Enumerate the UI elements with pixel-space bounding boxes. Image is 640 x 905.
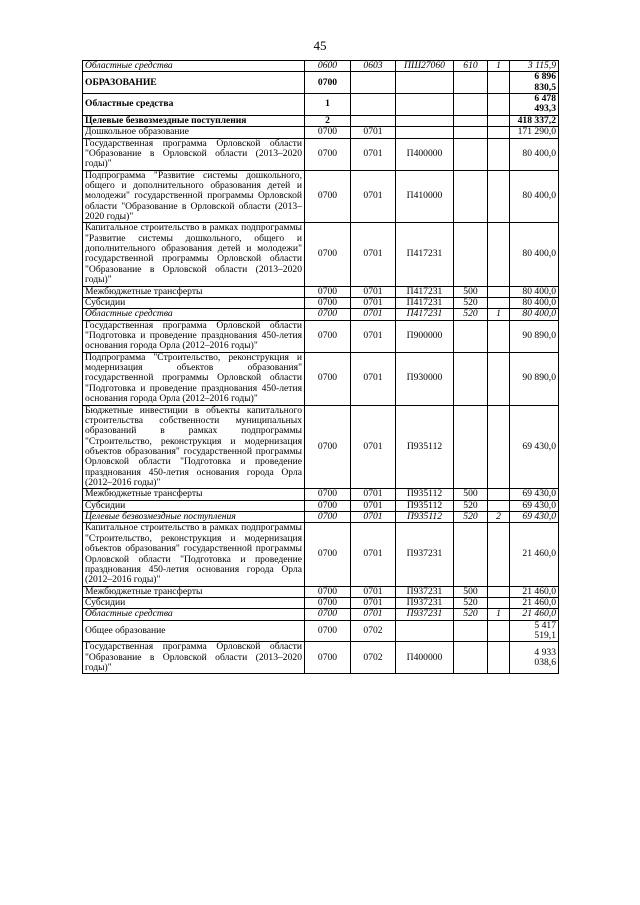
row-name-cell: Государственная программа Орловской области "Подготовка и проведение празднования 450-летия основания города Орла (2012–2016 годы)" <box>83 320 305 352</box>
table-row <box>83 286 559 297</box>
source-cell <box>488 286 510 297</box>
section-code-cell: 0700 <box>305 620 351 642</box>
row-name-cell: Государственная программа Орловской области "Образование в Орловской области (2013–2020 годы)" <box>83 642 305 674</box>
target-article-cell: П935112 <box>396 405 454 489</box>
amount-cell: 6 478 493,3 <box>510 94 559 116</box>
table-row <box>83 320 559 352</box>
row-name-cell: Областные средства <box>83 609 305 620</box>
row-name-cell: Межбюджетные трансферты <box>83 489 305 500</box>
expense-type-cell: 520 <box>454 309 488 320</box>
subsection-code-cell: 0701 <box>351 489 396 500</box>
expense-type-cell <box>454 642 488 674</box>
source-cell <box>488 297 510 308</box>
target-article-cell <box>396 127 454 138</box>
expense-type-cell: 520 <box>454 609 488 620</box>
table-row <box>83 138 559 170</box>
expense-type-cell <box>454 523 488 586</box>
table-row <box>83 309 559 320</box>
expense-type-cell <box>454 320 488 352</box>
amount-cell: 69 430,0 <box>510 512 559 523</box>
amount-cell: 21 460,0 <box>510 609 559 620</box>
expense-type-cell <box>454 170 488 223</box>
amount-cell: 90 890,0 <box>510 320 559 352</box>
expense-type-cell <box>454 127 488 138</box>
source-cell <box>488 620 510 642</box>
amount-cell: 171 290,0 <box>510 127 559 138</box>
expense-type-cell: 500 <box>454 286 488 297</box>
amount-cell: 4 933 038,6 <box>510 642 559 674</box>
source-cell <box>488 489 510 500</box>
section-code-cell: 0700 <box>305 489 351 500</box>
subsection-code-cell: 0701 <box>351 286 396 297</box>
section-code-cell: 0700 <box>305 127 351 138</box>
row-name-cell: Субсидии <box>83 297 305 308</box>
table-row <box>83 523 559 586</box>
table-row <box>83 586 559 597</box>
row-name-cell: Межбюджетные трансферты <box>83 586 305 597</box>
amount-cell: 69 430,0 <box>510 500 559 511</box>
table-row <box>83 127 559 138</box>
expense-type-cell: 520 <box>454 512 488 523</box>
expense-type-cell: 500 <box>454 586 488 597</box>
expense-type-cell <box>454 138 488 170</box>
subsection-code-cell: 0701 <box>351 512 396 523</box>
section-code-cell: 0700 <box>305 405 351 489</box>
table-row <box>83 72 559 94</box>
section-code-cell: 0700 <box>305 642 351 674</box>
expense-type-cell <box>454 115 488 126</box>
section-code-cell: 0700 <box>305 609 351 620</box>
expense-type-cell <box>454 620 488 642</box>
section-code-cell: 0700 <box>305 597 351 608</box>
target-article-cell <box>396 72 454 94</box>
subsection-code-cell: 0702 <box>351 620 396 642</box>
target-article-cell: П900000 <box>396 320 454 352</box>
target-article-cell: П930000 <box>396 352 454 405</box>
target-article-cell: П417231 <box>396 223 454 286</box>
amount-cell: 3 115,9 <box>510 61 559 72</box>
source-cell: 2 <box>488 512 510 523</box>
section-code-cell: 0700 <box>305 523 351 586</box>
amount-cell: 5 417 519,1 <box>510 620 559 642</box>
row-name-cell: Подпрограмма "Развитие системы дошкольного, общего и дополнительного образования детей и молодежи" государственной программы Орловской области "Образование в Орловской области (2013–2020 годы)" <box>83 170 305 223</box>
source-cell <box>488 523 510 586</box>
target-article-cell <box>396 620 454 642</box>
expense-type-cell <box>454 223 488 286</box>
amount-cell: 80 400,0 <box>510 309 559 320</box>
table-row <box>83 61 559 72</box>
row-name-cell: Государственная программа Орловской области "Образование в Орловской области (2013–2020 годы)" <box>83 138 305 170</box>
amount-cell: 6 896 830,5 <box>510 72 559 94</box>
amount-cell: 21 460,0 <box>510 523 559 586</box>
subsection-code-cell: 0701 <box>351 597 396 608</box>
subsection-code-cell: 0701 <box>351 297 396 308</box>
expense-type-cell: 520 <box>454 500 488 511</box>
subsection-code-cell: 0701 <box>351 405 396 489</box>
subsection-code-cell: 0701 <box>351 320 396 352</box>
amount-cell: 418 337,2 <box>510 115 559 126</box>
row-name-cell: Капитальное строительство в рамках подпрограммы "Развитие системы дошкольного, общего и дополнительного образования детей и молодежи" государственной программы Орловской области "Образование в Орловской области (2013–2020 годы)" <box>83 223 305 286</box>
section-code-cell: 0700 <box>305 72 351 94</box>
row-name-cell: Областные средства <box>83 309 305 320</box>
subsection-code-cell: 0701 <box>351 609 396 620</box>
subsection-code-cell: 0702 <box>351 642 396 674</box>
source-cell <box>488 352 510 405</box>
row-name-cell: Целевые безвозмездные поступления <box>83 512 305 523</box>
source-cell <box>488 597 510 608</box>
subsection-code-cell <box>351 72 396 94</box>
source-cell <box>488 170 510 223</box>
amount-cell: 69 430,0 <box>510 405 559 489</box>
section-code-cell: 0700 <box>305 500 351 511</box>
section-code-cell: 1 <box>305 94 351 116</box>
subsection-code-cell: 0701 <box>351 352 396 405</box>
section-code-cell: 0700 <box>305 138 351 170</box>
source-cell: 1 <box>488 309 510 320</box>
table-row <box>83 223 559 286</box>
row-name-cell: Межбюджетные трансферты <box>83 286 305 297</box>
row-name-cell: Областные средства <box>83 61 305 72</box>
row-name-cell: Областные средства <box>83 94 305 116</box>
target-article-cell: П400000 <box>396 138 454 170</box>
amount-cell: 69 430,0 <box>510 489 559 500</box>
source-cell <box>488 115 510 126</box>
row-name-cell: Бюджетные инвестиции в объекты капитального строительства собственности муниципальных образований в рамках подпрограммы "Строительство, реконструкция и модернизация объектов образования" государственной программы Орловской области "Подготовка и проведение празднования 450-летия основания города Орла (2012–2016 годы)" <box>83 405 305 489</box>
table-row <box>83 512 559 523</box>
table-row <box>83 405 559 489</box>
expense-type-cell: 520 <box>454 297 488 308</box>
target-article-cell: П937231 <box>396 523 454 586</box>
amount-cell: 80 400,0 <box>510 223 559 286</box>
subsection-code-cell: 0701 <box>351 523 396 586</box>
expense-type-cell: 500 <box>454 489 488 500</box>
amount-cell: 80 400,0 <box>510 138 559 170</box>
target-article-cell: П417231 <box>396 286 454 297</box>
expense-type-cell <box>454 352 488 405</box>
target-article-cell: П937231 <box>396 586 454 597</box>
table-row <box>83 94 559 116</box>
section-code-cell: 0700 <box>305 320 351 352</box>
table-row <box>83 115 559 126</box>
section-code-cell: 0700 <box>305 297 351 308</box>
page-number: 45 <box>313 38 327 53</box>
section-code-cell: 0700 <box>305 512 351 523</box>
section-code-cell: 0700 <box>305 223 351 286</box>
table-row <box>83 170 559 223</box>
expense-type-cell <box>454 94 488 116</box>
table-row <box>83 620 559 642</box>
target-article-cell: П937231 <box>396 609 454 620</box>
subsection-code-cell <box>351 94 396 116</box>
source-cell <box>488 223 510 286</box>
row-name-cell: Субсидии <box>83 597 305 608</box>
amount-cell: 90 890,0 <box>510 352 559 405</box>
table-row <box>83 489 559 500</box>
source-cell: 1 <box>488 609 510 620</box>
source-cell <box>488 586 510 597</box>
amount-cell: 80 400,0 <box>510 286 559 297</box>
amount-cell: 80 400,0 <box>510 297 559 308</box>
row-name-cell: ОБРАЗОВАНИЕ <box>83 72 305 94</box>
source-cell <box>488 72 510 94</box>
table-row <box>83 609 559 620</box>
subsection-code-cell <box>351 115 396 126</box>
target-article-cell: ПШ27060 <box>396 61 454 72</box>
target-article-cell <box>396 115 454 126</box>
row-name-cell: Дошкольное образование <box>83 127 305 138</box>
row-name-cell: Подпрограмма "Строительство, реконструкция и модернизация объектов образования" государственной программы Орловской области "Подготовка и проведение празднования 450-летия основания города Орла (2012–2016 годы)" <box>83 352 305 405</box>
budget-table <box>82 60 559 674</box>
expense-type-cell <box>454 72 488 94</box>
target-article-cell: П935112 <box>396 512 454 523</box>
table-row <box>83 642 559 674</box>
source-cell <box>488 405 510 489</box>
section-code-cell: 0700 <box>305 352 351 405</box>
amount-cell: 80 400,0 <box>510 170 559 223</box>
target-article-cell: П937231 <box>396 597 454 608</box>
source-cell <box>488 94 510 116</box>
target-article-cell: П417231 <box>396 309 454 320</box>
subsection-code-cell: 0603 <box>351 61 396 72</box>
target-article-cell <box>396 94 454 116</box>
source-cell <box>488 138 510 170</box>
source-cell <box>488 127 510 138</box>
subsection-code-cell: 0701 <box>351 170 396 223</box>
subsection-code-cell: 0701 <box>351 500 396 511</box>
target-article-cell: П410000 <box>396 170 454 223</box>
target-article-cell: П400000 <box>396 642 454 674</box>
section-code-cell: 0700 <box>305 309 351 320</box>
expense-type-cell <box>454 405 488 489</box>
row-name-cell: Субсидии <box>83 500 305 511</box>
amount-cell: 21 460,0 <box>510 586 559 597</box>
target-article-cell: П935112 <box>396 500 454 511</box>
row-name-cell: Общее образование <box>83 620 305 642</box>
table-row <box>83 352 559 405</box>
section-code-cell: 0700 <box>305 286 351 297</box>
expense-type-cell: 610 <box>454 61 488 72</box>
expense-type-cell: 520 <box>454 597 488 608</box>
section-code-cell: 0600 <box>305 61 351 72</box>
source-cell <box>488 500 510 511</box>
target-article-cell: П935112 <box>396 489 454 500</box>
table-row <box>83 500 559 511</box>
row-name-cell: Капитальное строительство в рамках подпрограммы "Строительство, реконструкция и модернизация объектов образования" государственной программы Орловской области "Подготовка и проведение празднования 450-летия основания города Орла (2012–2016 годы)" <box>83 523 305 586</box>
section-code-cell: 2 <box>305 115 351 126</box>
table-row <box>83 597 559 608</box>
section-code-cell: 0700 <box>305 170 351 223</box>
subsection-code-cell: 0701 <box>351 138 396 170</box>
source-cell <box>488 642 510 674</box>
subsection-code-cell: 0701 <box>351 223 396 286</box>
section-code-cell: 0700 <box>305 586 351 597</box>
table-row <box>83 297 559 308</box>
amount-cell: 21 460,0 <box>510 597 559 608</box>
row-name-cell: Целевые безвозмездные поступления <box>83 115 305 126</box>
source-cell <box>488 320 510 352</box>
subsection-code-cell: 0701 <box>351 127 396 138</box>
source-cell: 1 <box>488 61 510 72</box>
table-body <box>83 61 559 674</box>
subsection-code-cell: 0701 <box>351 309 396 320</box>
subsection-code-cell: 0701 <box>351 586 396 597</box>
target-article-cell: П417231 <box>396 297 454 308</box>
